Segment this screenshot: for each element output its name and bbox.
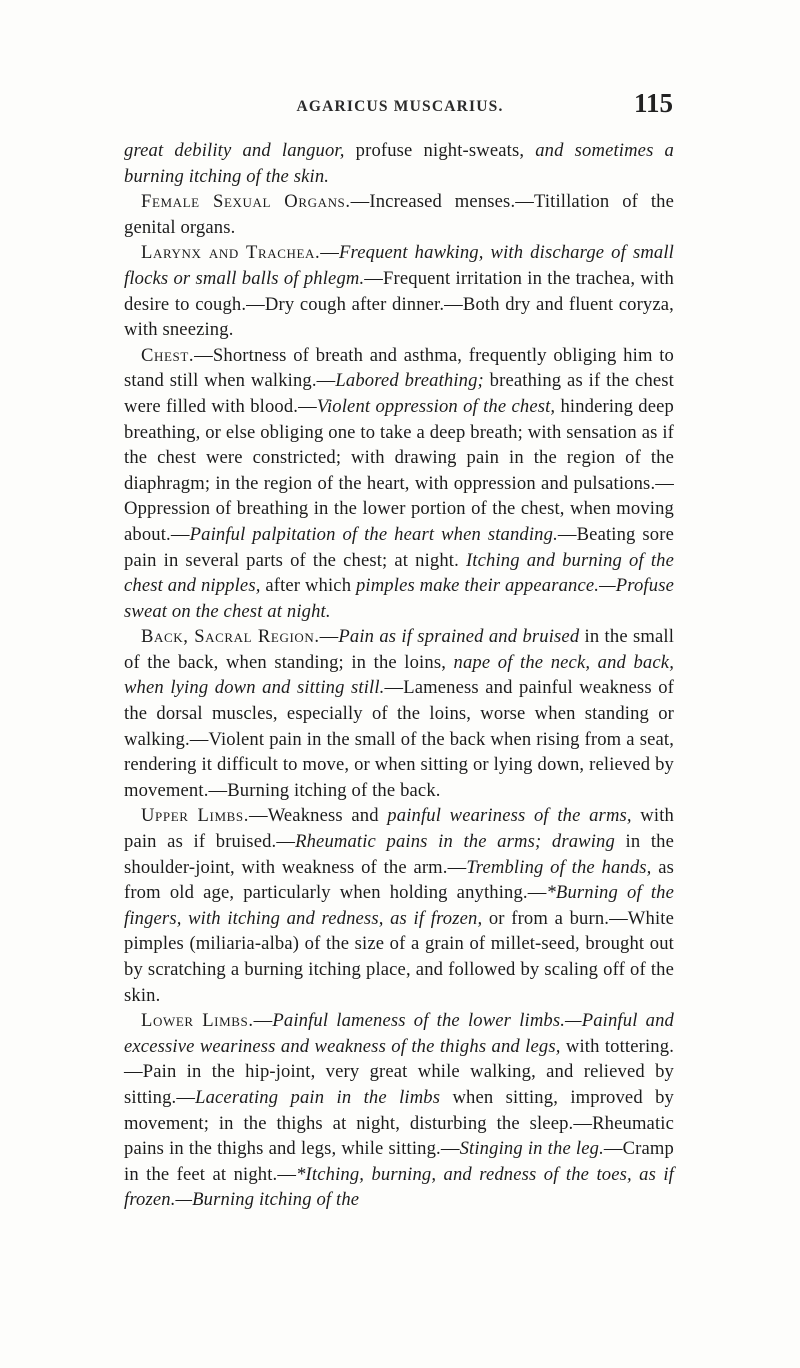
text-run: —: [319, 626, 339, 648]
section-heading: Female Sexual Organs.: [141, 191, 351, 213]
text-run: or from a burn.—White pimples (miliaria-alba) of the size of a grain of millet-seed, brought out by scratching a burning itching place, and followed by scaling off of the skin.: [124, 907, 674, 1006]
text-run: as from old age, particularly when holding anything.—: [124, 856, 674, 904]
text-run: —Frequent irritation in the trachea, with desire to cough.—Dry cough after dinner.—Both dry and fluent coryza, with sneezing.: [124, 267, 674, 341]
page-header: [0, 88, 800, 124]
text-run: —Beating sore pain in several parts of the chest; at night.: [124, 523, 674, 571]
section-heading: Chest.: [141, 344, 195, 366]
running-head: AGARICUS MUSCARIUS.: [296, 98, 504, 115]
italic-text: Stinging in the leg.: [459, 1138, 604, 1160]
text-run: —Shortness of breath and asthma, frequently obliging him to stand still when walking.—: [124, 344, 674, 392]
paragraph: [124, 240, 674, 342]
body-text: [124, 138, 674, 1213]
paragraph: [124, 624, 674, 803]
italic-text: Lacerating pain in the limbs: [195, 1086, 441, 1108]
section-heading: Upper Limbs.: [141, 805, 249, 827]
section-heading: Larynx and Trachea.: [141, 242, 321, 264]
text-run: after which: [260, 575, 356, 597]
paragraph: [124, 189, 674, 240]
italic-text: Labored breathing;: [335, 370, 484, 392]
italic-text: Trembling of the hands,: [466, 856, 652, 878]
italic-text: Painful lameness of the lower limbs.—Painful and excessive weariness and weakness of the thighs and legs,: [124, 1010, 674, 1057]
paragraph: [124, 138, 674, 189]
italic-text: *Burning of the fingers, with itching and redness, as if frozen,: [124, 882, 674, 929]
text-run: —Increased menses.—Titillation of the genital organs.: [124, 191, 674, 238]
italic-text: Painful palpitation of the heart when standing.: [189, 523, 558, 545]
text-run: when sitting, improved by movement; in the thighs at night, disturbing the sleep.—Rheumatic pains in the thighs and legs, while sitting.—: [124, 1086, 674, 1160]
paragraph: [124, 803, 674, 1008]
text-run: in the small of the back, when standing; in the loins,: [124, 626, 675, 673]
page-number: 115: [633, 88, 673, 118]
italic-text: nape of the neck, and back, when lying down and sitting still.: [124, 651, 674, 699]
italic-text: *Itching, burning, and redness of the toes, as if frozen.—Burning itching of the: [124, 1163, 674, 1211]
italic-text: pimples make their appearance.—Profuse sweat on the chest at night.: [124, 575, 674, 622]
paragraph: [124, 1008, 674, 1213]
italic-text: Violent oppression of the chest,: [316, 395, 556, 417]
text-run: —: [253, 1010, 273, 1032]
section-heading: Back, Sacral Region.: [141, 626, 320, 648]
section-heading: Lower Limbs.: [141, 1010, 254, 1032]
italic-text: painful weariness of the arms,: [387, 805, 632, 827]
paragraph: [124, 343, 674, 625]
italic-text: Frequent hawking, with discharge of small flocks or small balls of phlegm.: [124, 242, 674, 289]
text-run: —: [320, 242, 340, 264]
text-run: —Cramp in the feet at night.—: [124, 1138, 674, 1185]
italic-text: Itching and burning of the chest and nipples,: [124, 549, 674, 597]
text-run: —Weakness and: [248, 805, 388, 827]
text-run: with tottering.—Pain in the hip-joint, very great while walking, and relieved by sitting.—: [124, 1035, 674, 1108]
text-run: hindering deep breathing, or else obliging one to take a deep breath; with sensation as if the chest were constricted; with drawing pain in the region of the diaphragm; in the region of the heart, with oppression and pulsations.—Oppression of breathing in the lower portion of the chest, when moving about.—: [124, 395, 674, 545]
italic-text: Rheumatic pains in the arms; drawing: [295, 831, 615, 853]
text-run: in the shoulder-joint, with weakness of the arm.—: [124, 831, 674, 878]
italic-text: and sometimes a burning itching of the skin.: [124, 140, 675, 187]
text-run: with pain as if bruised.—: [124, 805, 674, 853]
italic-text: Pain as if sprained and bruised: [338, 626, 580, 648]
text-run: breathing as if the chest were filled with blood.—: [124, 370, 674, 417]
text-run: —Lameness and painful weakness of the dorsal muscles, especially of the loins, worse when standing or walking.—Violent pain in the small of the back when rising from a seat, rendering it difficult to move, or when sitting or lying down, relieved by movement.—Burning itching of the back.: [124, 677, 674, 801]
italic-text: great debility and languor,: [124, 140, 345, 161]
text-run: profuse night-sweats,: [344, 140, 536, 161]
